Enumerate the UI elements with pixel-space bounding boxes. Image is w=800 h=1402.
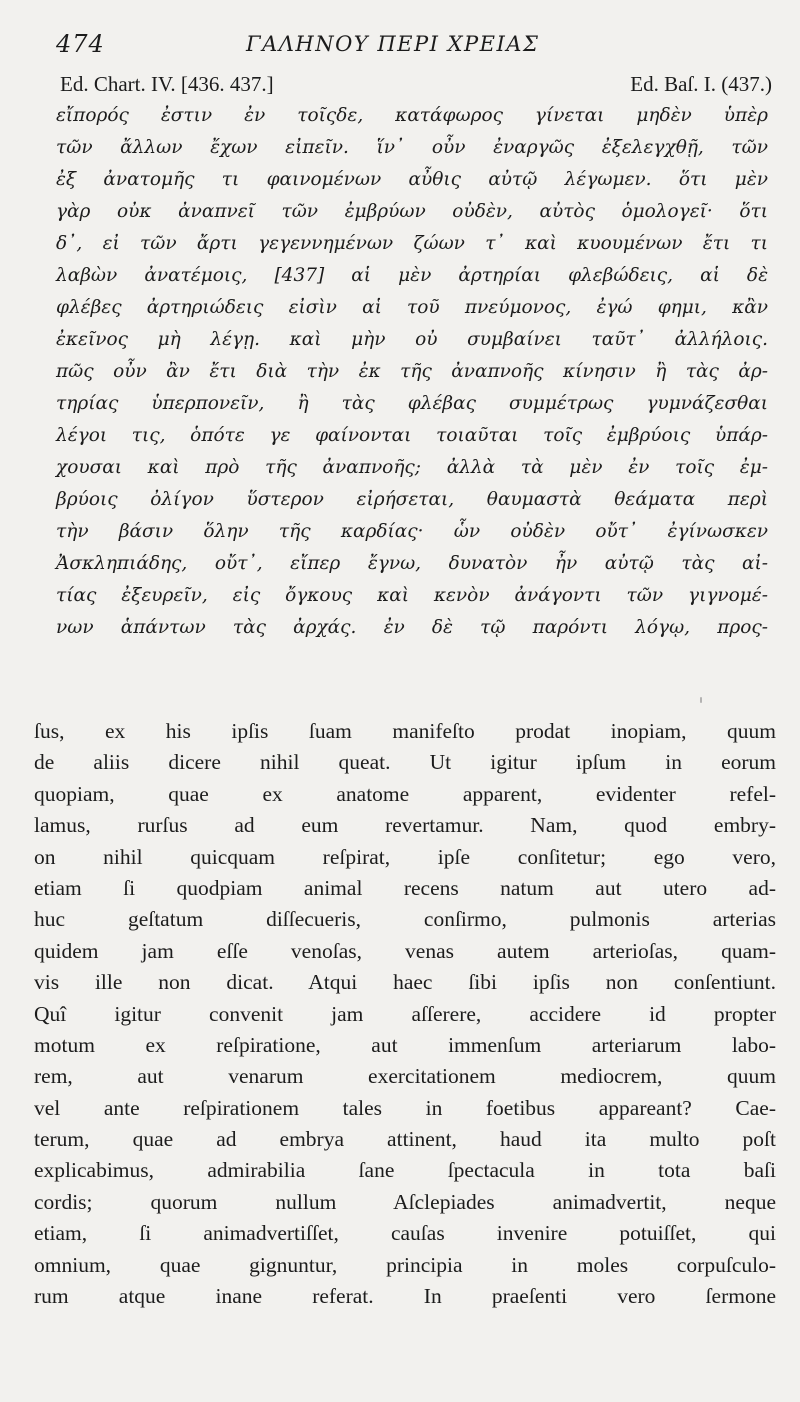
greek-line: γὰρ οὐκ ἀναπνεῖ τῶν ἐμβρύων οὐδὲν, αὐτὸς ὁμολογεῖ· ὅτι [56, 201, 768, 222]
latin-line: omnium, quae gignuntur, principia in moles corpuſculo- [34, 1252, 776, 1277]
greek-line: βρύοις ὀλίγον ὕστερον εἰρήσεται, θαυμαστὰ θεάματα περὶ [56, 489, 768, 510]
running-head [56, 30, 770, 62]
latin-line: motum ex reſpiratione, aut immenſum arteriarum labo- [34, 1032, 776, 1057]
latin-line: vis ille non dicat. Atqui haec ſibi ipſis non conſentiunt. [34, 970, 776, 995]
greek-line: ἐκεῖνος μὴ λέγῃ. καὶ μὴν οὐ συμβαίνει ταῦτ᾽ ἀλλήλοις. [56, 329, 768, 350]
greek-line: ἐξ ἀνατομῆς τι φαινομένων αὖθις αὐτῷ λέγωμεν. ὅτι μὲν [56, 169, 768, 190]
latin-text-block [34, 716, 776, 1312]
latin-line: vel ante reſpirationem tales in foetibus appareant? Cae- [34, 1095, 776, 1120]
greek-line: τὴν βάσιν ὅλην τῆς καρδίας· ὧν οὐδὲν οὔτ᾽ ἐγίνωσκεν [56, 521, 768, 542]
print-speck [700, 697, 702, 703]
latin-line: rem, aut venarum exercitationem mediocrem, quum [34, 1064, 776, 1089]
latin-line: etiam ſi quodpiam animal recens natum aut utero ad- [34, 875, 776, 900]
greek-line: τίας ἐξευρεῖν, εἰς ὄγκους καὶ κενὸν ἀνάγοντι τῶν γιγνομέ- [56, 585, 768, 606]
greek-line: δ᾽, εἰ τῶν ἄρτι γεγεννημένων ζώων τ᾽ καὶ κυουμένων ἔτι τι [56, 233, 768, 254]
latin-line: cordis; quorum nullum Aſclepiades animadvertit, neque [34, 1189, 776, 1214]
latin-line: explicabimus, admirabilia ſane ſpectacula in tota baſi [34, 1158, 776, 1183]
greek-line: λέγοι τις, ὁπότε γε φαίνονται τοιαῦται τοῖς ἐμβρύοις ὑπάρ- [56, 425, 768, 446]
latin-line: lamus, rurſus ad eum revertamur. Nam, quod embry- [34, 813, 776, 838]
greek-line: τῶν ἄλλων ἔχων εἰπεῖν. ἵν᾽ οὖν ἐναργῶς ἐξελεγχθῇ, τῶν [56, 137, 768, 158]
edition-chart-reference: Ed. Chart. IV. [436. 437.] [60, 72, 274, 96]
latin-line: terum, quae ad embrya attinent, haud ita multo poſt [34, 1127, 776, 1152]
latin-line: quidem jam eſſe venoſas, venas autem arterioſas, quam- [34, 938, 776, 963]
latin-line: etiam, ſi animadvertiſſet, cauſas invenire potuiſſet, qui [34, 1221, 776, 1246]
greek-line: φλέβες ἀρτηριώδεις εἰσὶν αἱ τοῦ πνεύμονος, ἐγώ φημι, κἂν [56, 297, 768, 318]
latin-line: de aliis dicere nihil queat. Ut igitur ipſum in eorum [34, 750, 776, 775]
greek-line: νων ἁπάντων τὰς ἀρχάς. ἐν δὲ τῷ παρόντι λόγῳ, προς- [56, 617, 768, 638]
greek-line: εἴπορός ἐστιν ἐν τοῖςδε, κατάφωρος γίνεται μηδὲν ὑπὲρ [56, 105, 768, 126]
latin-line: quopiam, quae ex anatome apparent, evidenter refel- [34, 781, 776, 806]
latin-line: ſus, ex his ipſis ſuam manifeſto prodat inopiam, quum [34, 719, 776, 743]
greek-text-block [56, 100, 768, 644]
latin-line: rum atque inane referat. In praeſenti vero ſermone [34, 1284, 776, 1309]
greek-line: πῶς οὖν ἂν ἔτι διὰ τὴν ἐκ τῆς ἀναπνοῆς κίνησιν ἢ τὰς ἀρ- [56, 361, 768, 382]
greek-line: Ἀσκληπιάδης, οὔτ᾽, εἴπερ ἔγνω, δυνατὸν ἦν αὐτῷ τὰς αἰ- [56, 553, 768, 574]
running-title: ΓΑΛΗΝΟΥ ΠΕΡΙ ΧΡΕΙΑΣ [246, 32, 540, 56]
latin-line: Quî igitur convenit jam aſſerere, accidere id propter [34, 1001, 776, 1026]
edition-reference-line [60, 72, 772, 100]
edition-basel-reference: Ed. Baſ. I. (437.) [630, 72, 772, 96]
greek-line: τηρίας ὑπερπονεῖν, ἢ τὰς φλέβας συμμέτρως γυμνάζεσθαι [56, 393, 768, 414]
greek-line: λαβὼν ἀνατέμοις, [437] αἱ μὲν ἀρτηρίαι φλεβώδεις, αἱ δὲ [56, 265, 768, 286]
latin-line: on nihil quicquam reſpirat, ipſe conſitetur; ego vero, [34, 844, 776, 869]
greek-line: χουσαι καὶ πρὸ τῆς ἀναπνοῆς; ἀλλὰ τὰ μὲν ἐν τοῖς ἐμ- [56, 457, 768, 478]
page-number: 474 [56, 30, 105, 58]
latin-line: huc geſtatum diſſecueris, conſirmo, pulmonis arterias [34, 907, 776, 932]
